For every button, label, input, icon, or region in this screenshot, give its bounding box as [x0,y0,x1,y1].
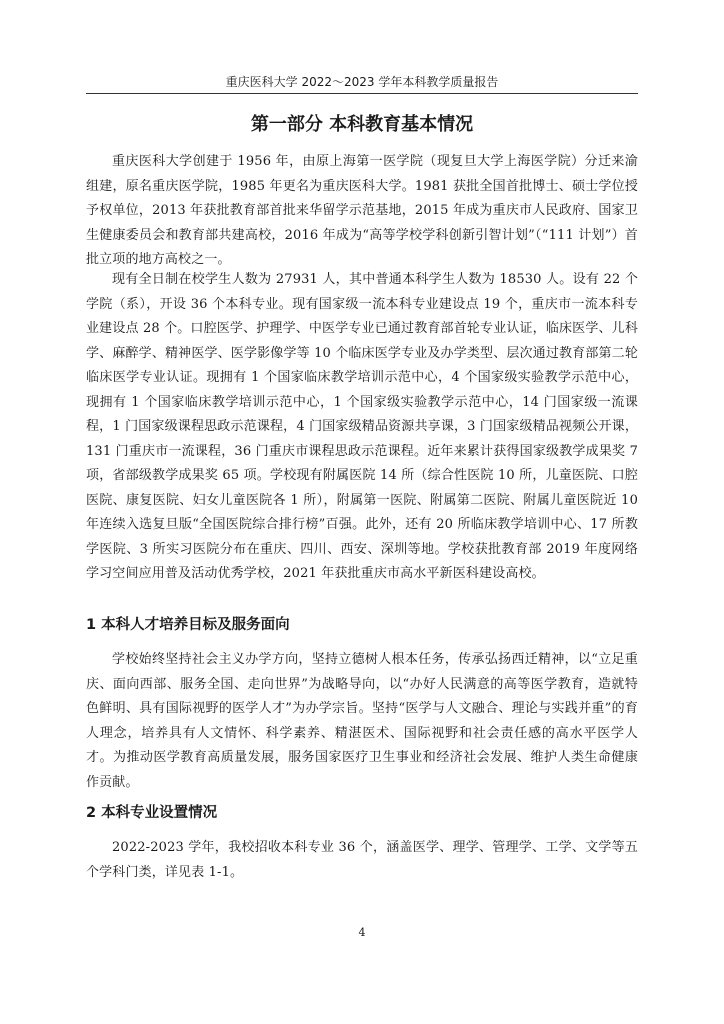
running-header: 重庆医科大学 2022～2023 学年本科教学质量报告 [225,75,499,89]
section-2-heading: 2 本科专业设置情况 [86,805,218,821]
part-title: 第一部分 本科教育基本情况 [250,114,474,135]
header-divider [86,93,638,94]
section-1-paragraph: 学校始终坚持社会主义办学方向，坚持立德树人根本任务，传承弘扬西迁精神，以“立足重庆、面向西部、服务全国、走向世界”为战略导向，以“办好人民满意的高等医学教育，造就特色鲜明、具有国际视野的医学人才”为办学宗旨。坚持“医学与人文融合、理论与实践并重”的育人理念，培养具有人文情怀、科学素养、精湛医术、国际视野和社会责任感的高水平医学人才。为推动医学教育高质量发展，服务国家医疗卫生事业和经济社会发展、维护人类生命健康作贡献。 [86,652,638,790]
section-1-heading: 1 本科人才培养目标及服务面向 [86,617,290,633]
intro-paragraph-1: 重庆医科大学创建于 1956 年，由原上海第一医学院（现复旦大学上海医学院）分迁来渝组建，原名重庆医学院，1985 年更名为重庆医科大学。1981 获批全国首批博士、硕士学位授予权单位，2013 年获批教育部首批来华留学示范基地，2015 年成为重庆市人民政府、国家卫生健康委员会和教育部共建高校，2016 年成为“高等学校学科创新引智计划”（“111 计划”）首批立项的地方高校之一。 [86,154,638,267]
intro-paragraph-2: 现有全日制在校学生人数为 27931 人，其中普通本科学生人数为 18530 人。设有 22 个学院（系），开设 36 个本科专业。现有国家级一流本科专业建设点 19 个，重庆市一流本科专业建设点 28 个。口腔医学、护理学、中医学专业已通过教育部首轮专业认证，临床医学、儿科学、麻醉学、精神医学、医学影像学等 10 个临床医学专业及办学类型、层次通过教育部第二轮临床医学专业认证。现拥有 1 个国家临床教学培训示范中心，4 个国家级实验教学示范中心，现拥有 1 个国家临床教学培训示范中心，1 个国家级实验教学示范中心，14 门国家级一流课程，1 门国家级课程思政示范课程，4 门国家级精品资源共享课，3 门国家级精品视频公开课，131 门重庆市一流课程，36 门重庆市课程思政示范课程。近年来累计获得国家级教学成果奖 7 项，省部级教学成果奖 65 项。学校现有附属医院 14 所（综合性医院 10 所，儿童医院、口腔医院、康复医院、妇女儿童医院各 1 所），附属第一医院、附属第二医院、附属儿童医院近 10 年连续入选复旦版“全国医院综合排行榜”百强。此外，还有 20 所临床教学培训中心、17 所教学医院、3 所实习医院分布在重庆、四川、西安、深圳等地。学校获批教育部 2019 年度网络学习空间应用普及活动优秀学校，2021 年获批重庆市高水平新医科建设高校。 [86,272,638,581]
page-number: 4 [358,926,366,939]
section-2-paragraph: 2022-2023 学年，我校招收本科专业 36 个，涵盖医学、理学、管理学、工学、文学等五个学科门类，详见表 1-1。 [86,840,638,880]
